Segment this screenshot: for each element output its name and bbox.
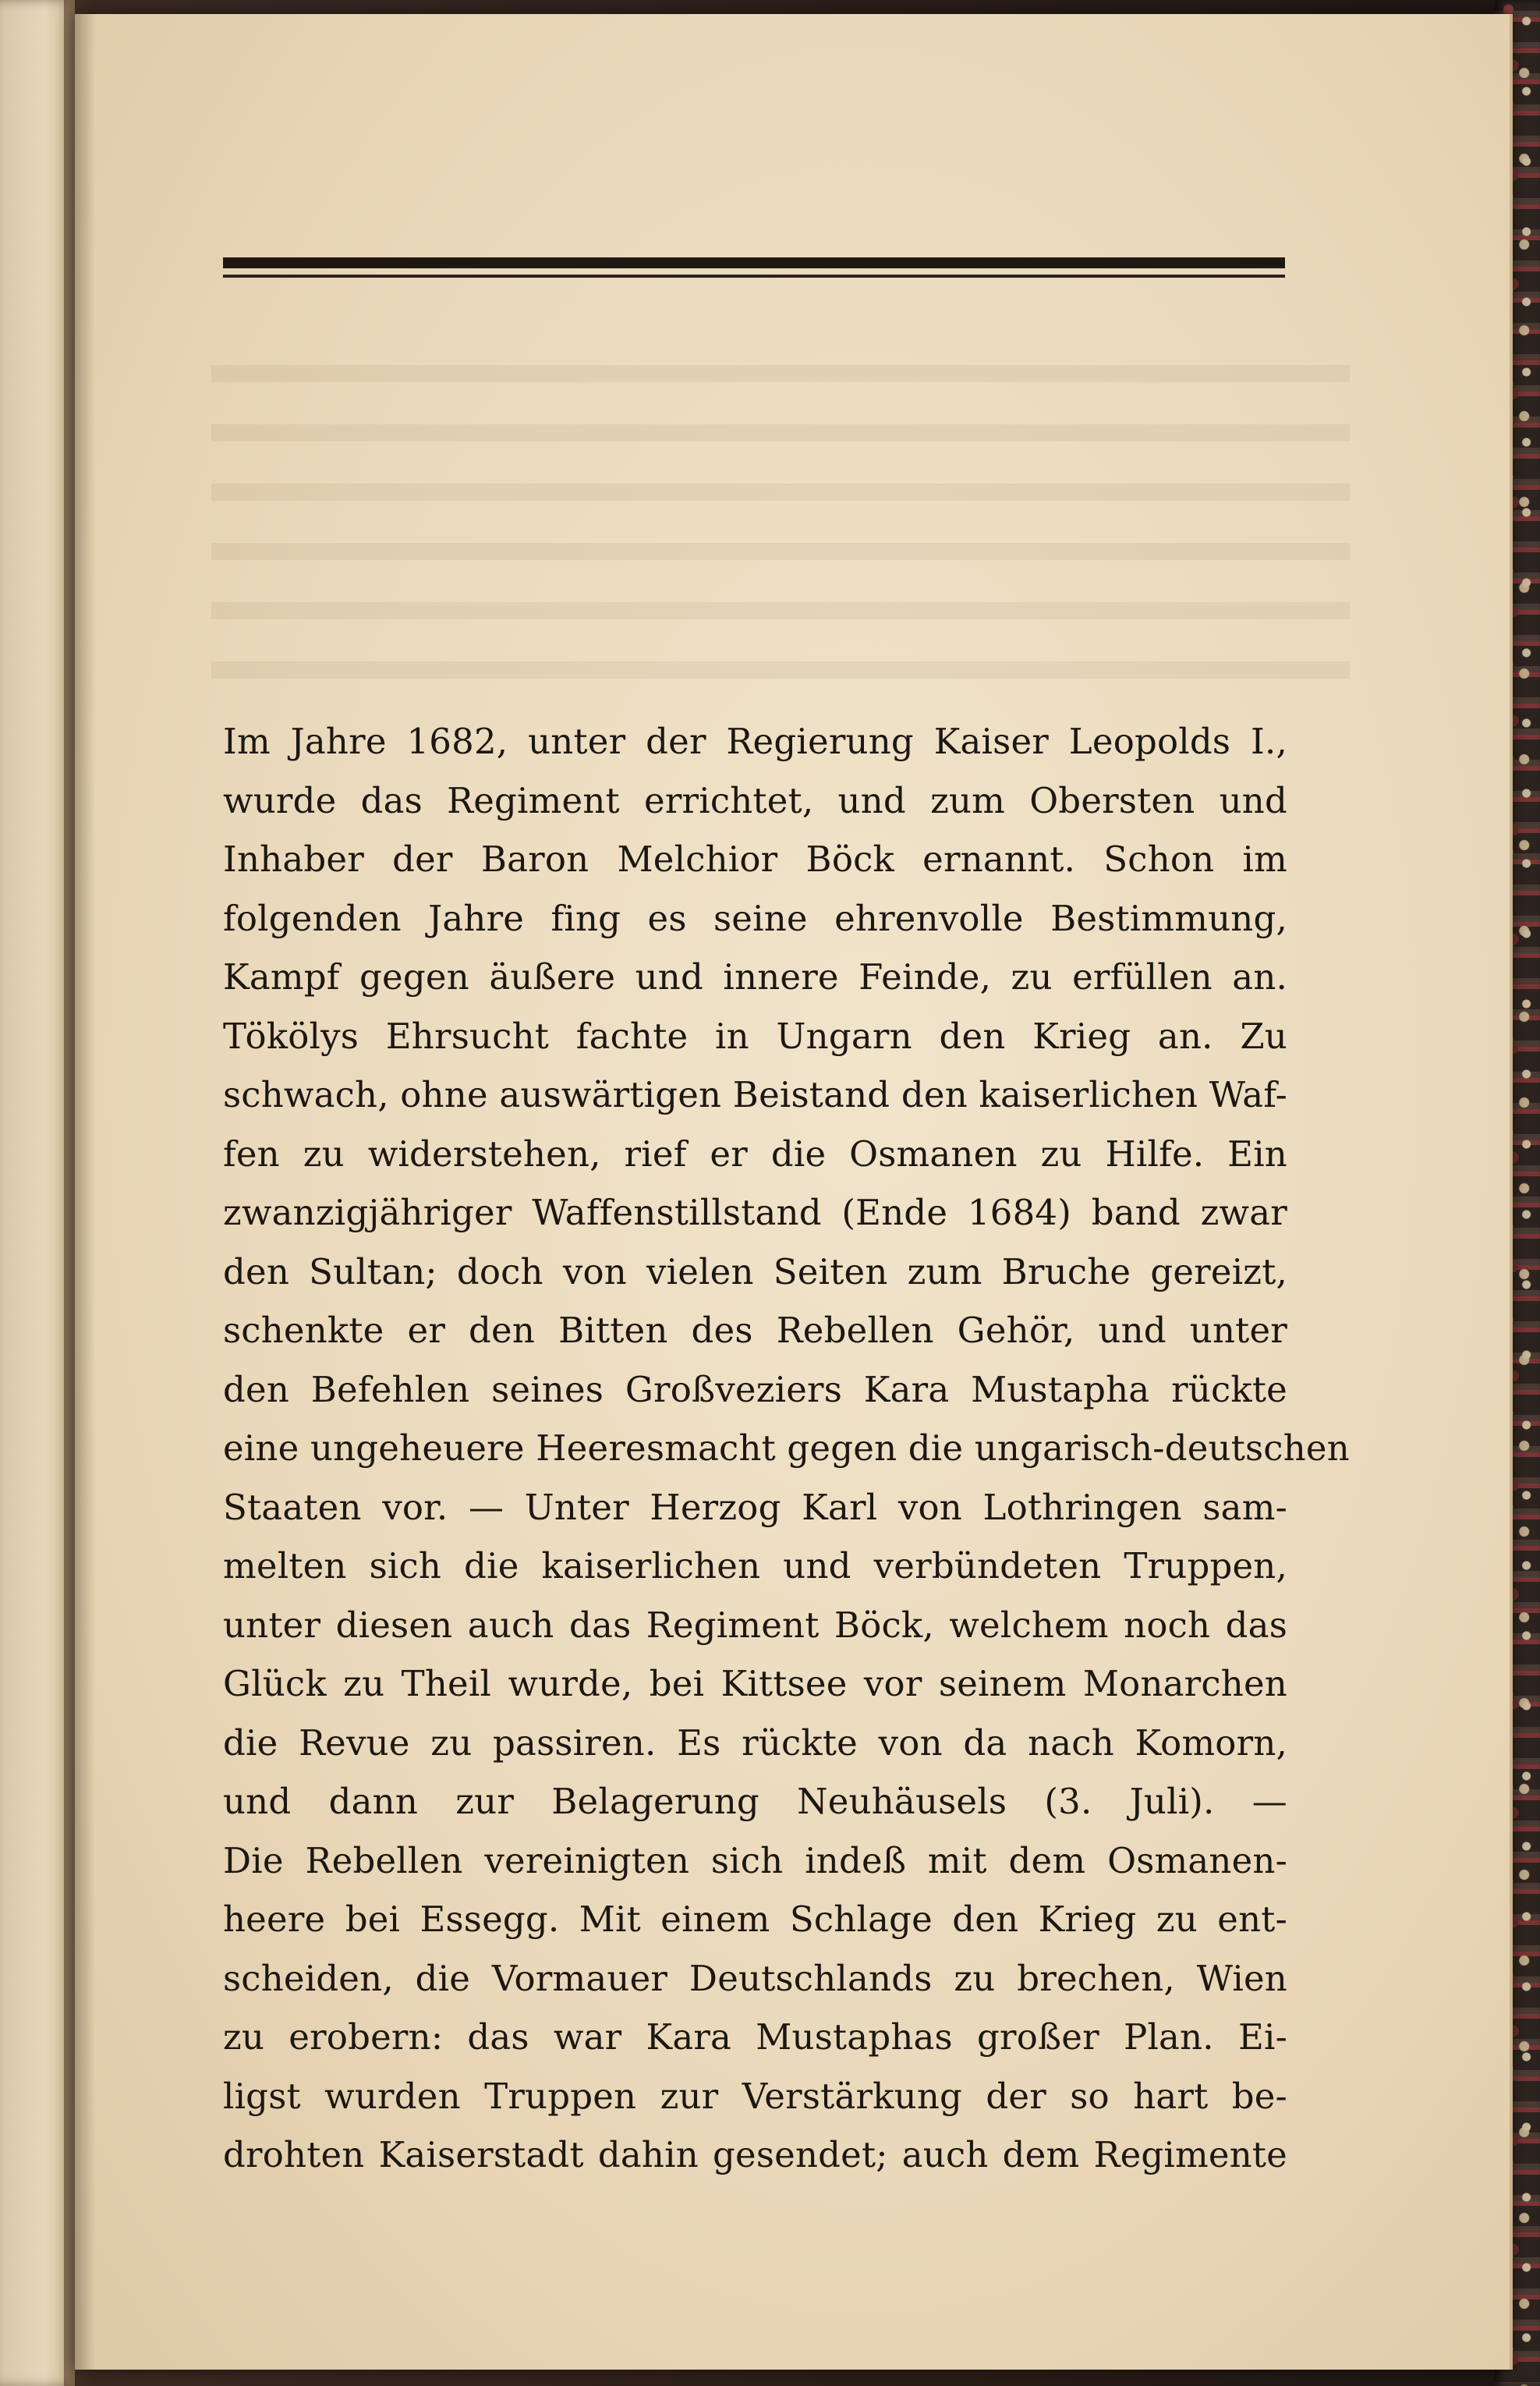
gutter-shadow — [64, 0, 95, 2386]
text-line: fen zu widerstehen, rief er die Osmanen zu Hilfe. Ein — [223, 1133, 1287, 1175]
bleed-through-text — [211, 334, 1350, 693]
text-line: wurde das Regiment errichtet, und zum Obersten und — [223, 779, 1287, 821]
head-rule-thick-line — [223, 257, 1285, 268]
text-line: ligst wurden Truppen zur Verstärkung der so hart be- — [223, 2075, 1287, 2117]
text-line: eine ungeheuere Heeresmacht gegen die ungarisch-deutschen — [223, 1427, 1350, 1469]
text-line: Inhaber der Baron Melchior Böck ernannt. Schon im — [223, 838, 1287, 880]
text-line: den Befehlen seines Großveziers Kara Mustapha rückte — [223, 1368, 1287, 1410]
decorative-head-rule — [223, 257, 1285, 284]
text-line: den Sultan; doch von vielen Seiten zum Bruche gereizt, — [223, 1250, 1287, 1292]
text-line: Im Jahre 1682, unter der Regierung Kaiser Leopolds I., — [223, 721, 1287, 762]
book-page — [75, 14, 1513, 2370]
text-line: Kampf gegen äußere und innere Feinde, zu erfüllen an. — [223, 956, 1287, 998]
text-line: Glück zu Theil wurde, bei Kittsee vor seinem Monarchen — [223, 1663, 1287, 1704]
text-line: unter diesen auch das Regiment Böck, welchem noch das — [223, 1604, 1287, 1646]
text-line: scheiden, die Vormauer Deutschlands zu brechen, Wien — [223, 1957, 1287, 1999]
text-line: folgenden Jahre fing es seine ehrenvolle Bestimmung, — [223, 897, 1287, 939]
text-line: und dann zur Belagerung Neuhäusels (3. Juli). — — [223, 1781, 1287, 1822]
text-line: schenkte er den Bitten des Rebellen Gehör, und unter — [223, 1310, 1287, 1351]
body-text — [223, 712, 1350, 2185]
head-rule-thin-line — [223, 275, 1285, 278]
text-line: zu erobern: das war Kara Mustaphas großer Plan. Ei- — [223, 2016, 1287, 2058]
text-line: heere bei Essegg. Mit einem Schlage den Krieg zu ent- — [223, 1899, 1287, 1940]
text-line: schwach, ohne auswärtigen Beistand den kaiserlichen Waf- — [223, 1074, 1287, 1115]
text-line: Die Rebellen vereinigten sich indeß mit dem Osmanen- — [223, 1839, 1287, 1881]
text-line: melten sich die kaiserlichen und verbündeten Truppen, — [223, 1545, 1287, 1587]
text-line: drohten Kaiserstadt dahin gesendet; auch dem Regimente — [223, 2134, 1287, 2175]
text-line: Tökölys Ehrsucht fachte in Ungarn den Krieg an. Zu — [223, 1015, 1287, 1057]
text-line: zwanzigjähriger Waffenstillstand (Ende 1684) band zwar — [223, 1192, 1287, 1233]
text-line: Staaten vor. — Unter Herzog Karl von Lothringen sam- — [223, 1486, 1287, 1528]
text-line: die Revue zu passiren. Es rückte von da nach Komorn, — [223, 1721, 1287, 1764]
